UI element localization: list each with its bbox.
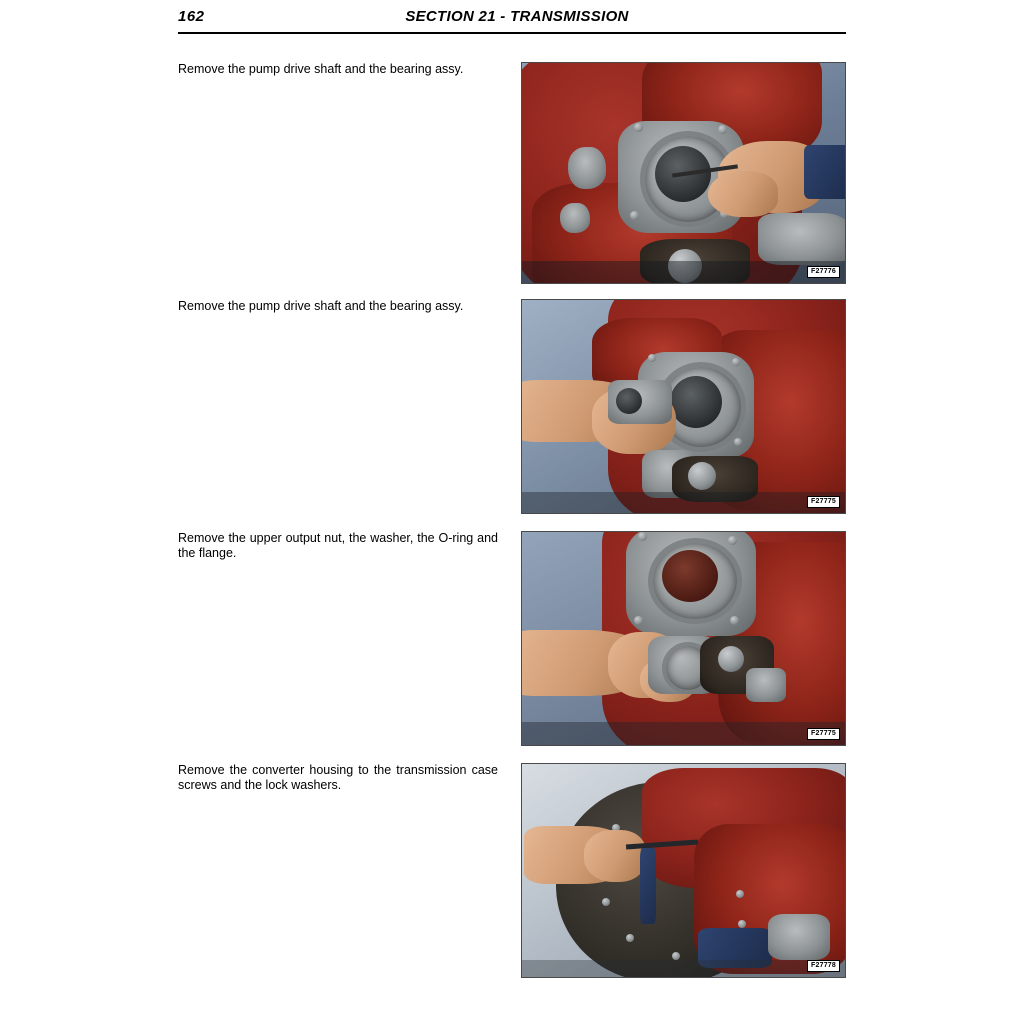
procedure-step bbox=[178, 763, 846, 978]
step-instruction-text: Remove the pump drive shaft and the bearing assy. bbox=[178, 62, 464, 76]
step-instruction-text: Remove the pump drive shaft and the bearing assy. bbox=[178, 299, 464, 313]
page-title: SECTION 21 - TRANSMISSION bbox=[405, 8, 629, 25]
step-photo bbox=[521, 299, 846, 514]
page-number: 162 bbox=[178, 8, 205, 25]
header-row bbox=[178, 8, 846, 32]
photo-reference-tag: F27775 bbox=[807, 496, 840, 508]
step-instruction-text: Remove the converter housing to the transmission case screws and the lock washers. bbox=[178, 763, 498, 792]
step-photo bbox=[521, 531, 846, 746]
photo-reference-tag: F27778 bbox=[807, 960, 840, 972]
procedure-step bbox=[178, 62, 846, 284]
photo-reference-tag: F27776 bbox=[807, 266, 840, 278]
step-instruction-text: Remove the upper output nut, the washer, the O-ring and the flange. bbox=[178, 531, 498, 560]
step-photo bbox=[521, 763, 846, 978]
photo-reference-tag: F27775 bbox=[807, 728, 840, 740]
procedure-step bbox=[178, 299, 846, 514]
procedure-step bbox=[178, 531, 846, 746]
page-header bbox=[178, 8, 846, 38]
header-divider bbox=[178, 32, 846, 34]
step-photo bbox=[521, 62, 846, 284]
